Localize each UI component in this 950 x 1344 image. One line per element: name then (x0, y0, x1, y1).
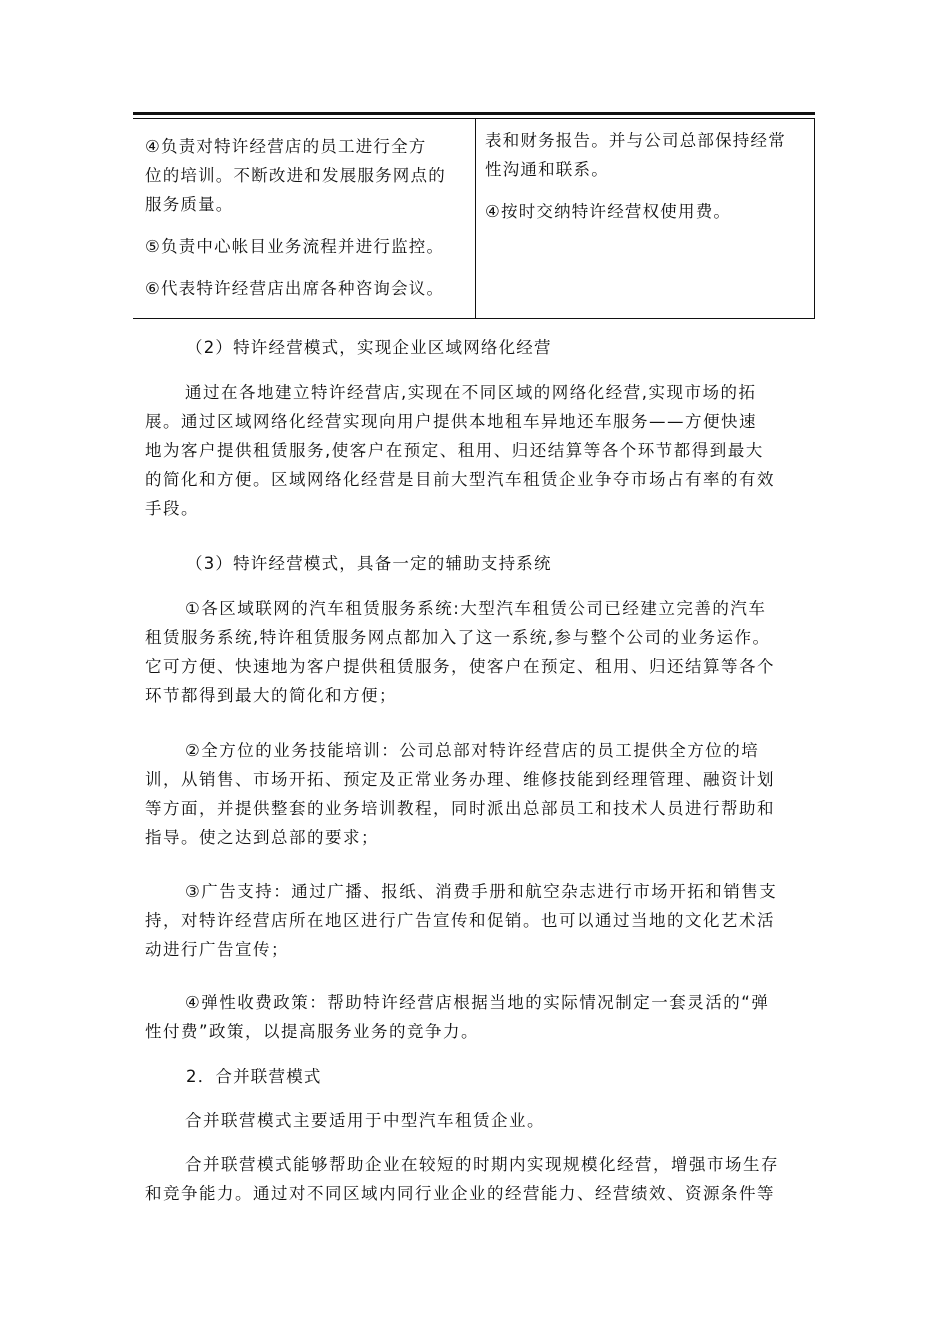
text-line: 手段。 (145, 499, 199, 518)
text-line: 和竞争能力。通过对不同区域内同行业企业的经营能力、经营绩效、资源条件等 (145, 1184, 775, 1203)
left-cell-paragraph (145, 274, 481, 303)
text-line: ④弹性收费政策：帮助特许经营店根据当地的实际情况制定一套灵活的“弹 (185, 993, 770, 1012)
table-right-border (814, 119, 815, 318)
text-line: 地为客户提供租赁服务,使客户在预定、租用、归还结算等各个环节都得到最大 (145, 441, 764, 460)
text-line: 性付费”政策，以提高服务业务的竞争力。 (145, 1022, 480, 1041)
table-bottom-rule (133, 318, 815, 319)
text-line: 租赁服务系统,特许租赁服务网点都加入了这一系统,参与整个公司的业务运作。 (145, 628, 771, 647)
text-line: ⑤负责中心帐目业务流程并进行监控。 (145, 237, 445, 256)
section-heading-3: （3）特许经营模式，具备一定的辅助支持系统 (186, 554, 552, 573)
text-line: ④按时交纳特许经营权使用费。 (485, 202, 732, 221)
table-top-thick-rule (133, 112, 815, 115)
text-line: 的简化和方便。区域网络化经营是目前大型汽车租赁企业争夺市场占有率的有效 (145, 470, 775, 489)
table-right-cell (485, 126, 803, 239)
text-line: 展。通过区域网络化经营实现向用户提供本地租车异地还车服务——方便快速 (145, 412, 757, 431)
left-cell-paragraph (145, 132, 481, 219)
text-line: ③广告支持：通过广播、报纸、消费手册和航空杂志进行市场开拓和销售支 (185, 882, 778, 901)
text-line: ⑥代表特许经营店出席各种咨询会议。 (145, 279, 445, 298)
text-line: 位的培训。不断改进和发展服务网点的 (145, 166, 446, 185)
text-line: 它可方便、快速地为客户提供租赁服务，使客户在预定、租用、归还结算等各个 (145, 657, 775, 676)
text-line: 性沟通和联系。 (485, 160, 609, 179)
text-line: 表和财务报告。并与公司总部保持经常 (485, 131, 786, 150)
right-cell-paragraph (485, 126, 803, 184)
text-line: 动进行广告宣传； (145, 940, 289, 959)
text-line: 服务质量。 (145, 195, 234, 214)
paragraph-support-2 (145, 736, 835, 852)
section-heading-merge: 2．合并联营模式 (186, 1067, 322, 1086)
text-line: 持，对特许经营店所在地区进行广告宣传和促销。也可以通过当地的文化艺术活 (145, 911, 775, 930)
table-top-thin-rule (133, 118, 815, 119)
paragraph-support-1 (145, 594, 835, 710)
text-line: 训，从销售、市场开拓、预定及正常业务办理、维修技能到经理管理、融资计划 (145, 770, 775, 789)
text-line: 合并联营模式能够帮助企业在较短的时期内实现规模化经营，增强市场生存 (185, 1155, 779, 1174)
section-heading-2: （2）特许经营模式，实现企业区域网络化经营 (186, 338, 552, 357)
responsibility-table (133, 112, 815, 320)
left-cell-paragraph (145, 232, 481, 261)
paragraph-merge-2 (145, 1150, 835, 1208)
text-line: ①各区域联网的汽车租赁服务系统:大型汽车租赁公司已经建立完善的汽车 (185, 599, 767, 618)
paragraph-support-3 (145, 877, 835, 964)
text-line: 等方面，并提供整套的业务培训教程，同时派出总部员工和技术人员进行帮助和 (145, 799, 775, 818)
text-line: ②全方位的业务技能培训：公司总部对特许经营店的员工提供全方位的培 (185, 741, 760, 760)
text-line: 合并联营模式主要适用于中型汽车租赁企业。 (185, 1111, 545, 1130)
paragraph-network (145, 378, 835, 523)
paragraph-support-4 (145, 988, 835, 1046)
paragraph-merge-1 (145, 1106, 835, 1135)
text-line: 通过在各地建立特许经营店,实现在不同区域的网络化经营,实现市场的拓 (185, 383, 757, 402)
right-cell-paragraph (485, 197, 803, 226)
text-line: ④负责对特许经营店的员工进行全方 (145, 137, 427, 156)
text-line: 指导。使之达到总部的要求； (145, 828, 379, 847)
text-line: 环节都得到最大的简化和方便； (145, 686, 397, 705)
table-left-cell (145, 132, 481, 316)
